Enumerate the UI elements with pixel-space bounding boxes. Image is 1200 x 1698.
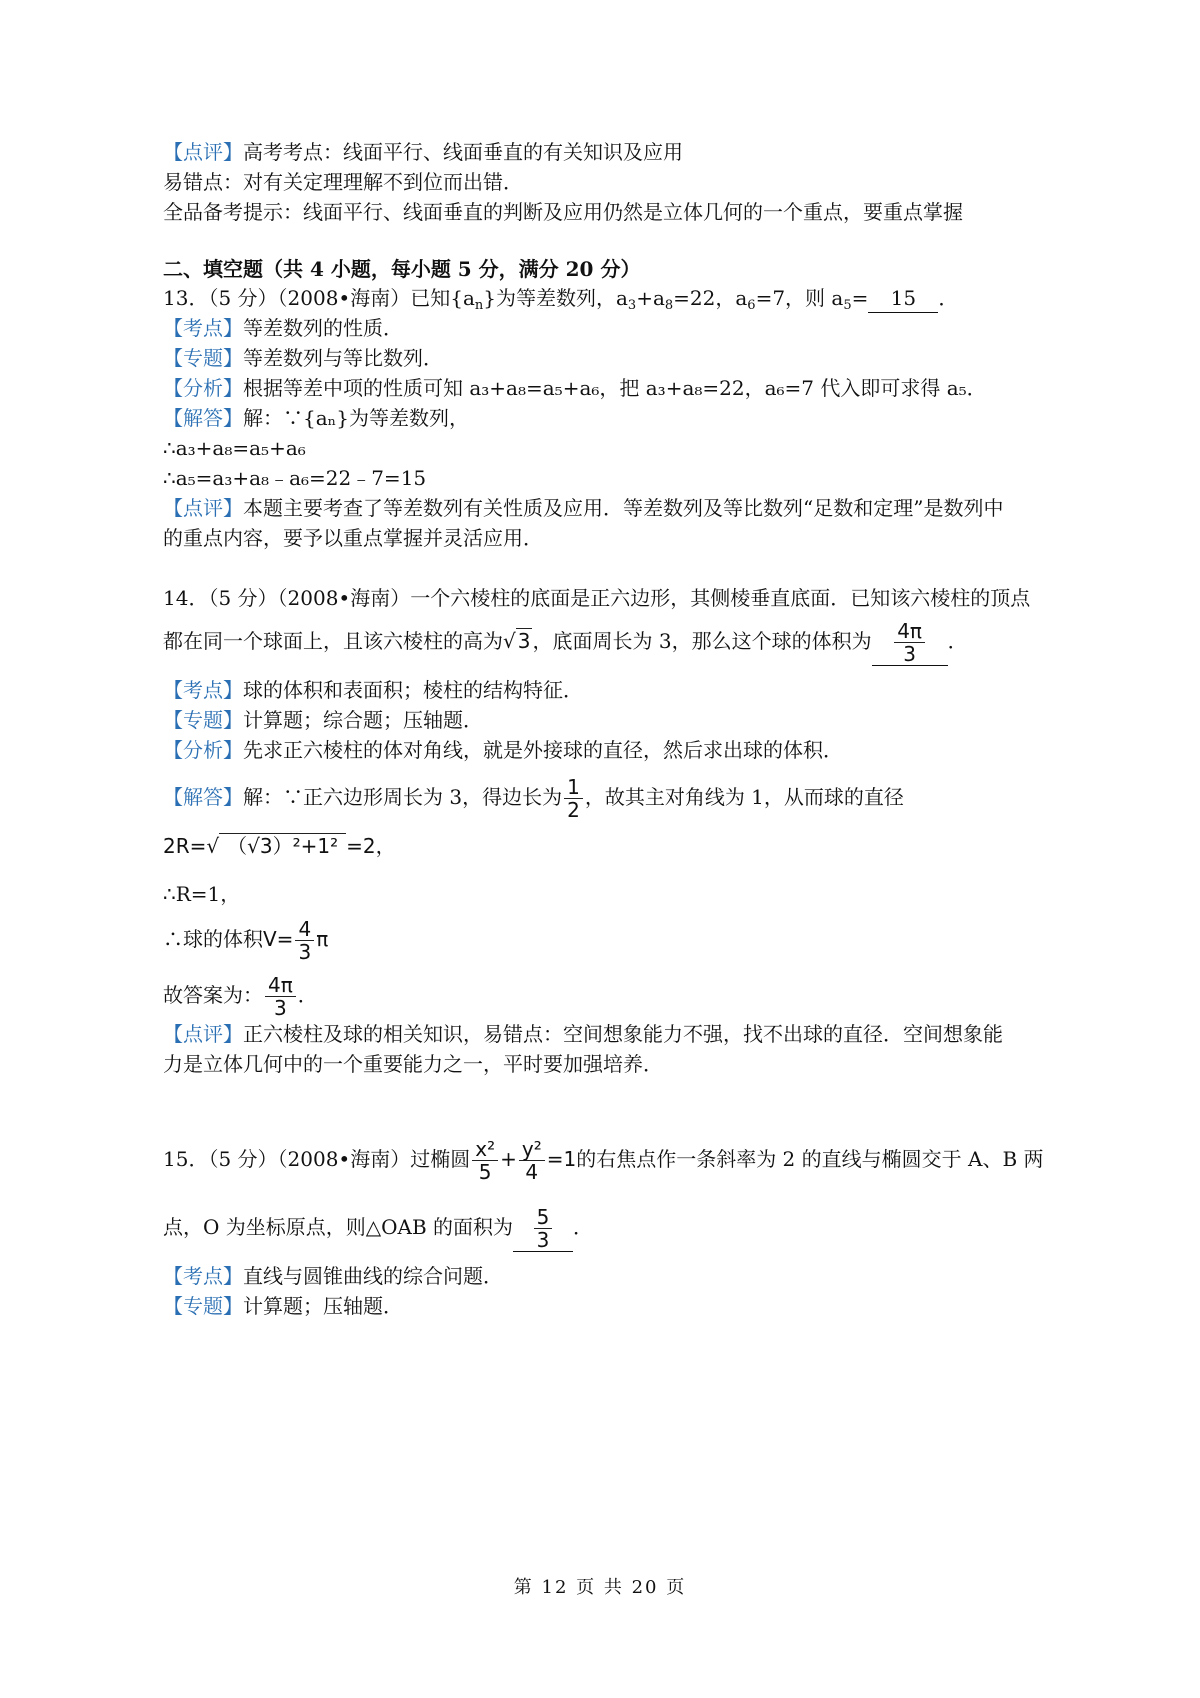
q14-answer-blank: [872, 620, 948, 666]
q14-sqrt-radicand: 3: [517, 629, 531, 653]
q14-volume-fraction: [295, 918, 314, 963]
q14-volume: [163, 918, 328, 963]
q15-end: ．: [573, 1215, 594, 1239]
review-line-2: 易错点：对有关定理理解不到位而出错．: [163, 170, 523, 194]
q15-x2: x²: [472, 1138, 498, 1161]
q14-gudaan-den: 3: [274, 996, 287, 1020]
q14-2r: 2R=: [163, 834, 207, 858]
q14-stem-1: 14．（5 分）（2008•海南）一个六棱柱的底面是正六边形，其侧棱垂直底面．已知该六棱柱的顶点: [163, 586, 1031, 610]
q14-kaodian-tag: 【考点】: [163, 678, 243, 702]
q13-fenxi-text: 根据等差中项的性质可知 a₃+a₈=a₅+a₆，把 a₃+a₈=22，a₆=7 代入即可求得 a₅．: [243, 376, 987, 400]
q13-dianping-tag: 【点评】: [163, 496, 243, 520]
q14-stem-2: [163, 620, 968, 666]
q14-zhuanti-text: 计算题；综合题；压轴题．: [243, 708, 483, 732]
q14-volume-den: 3: [298, 940, 312, 964]
q14-half-fraction: [564, 776, 583, 821]
q14-jieda: [163, 776, 904, 821]
q14-zhuanti-tag: 【专题】: [163, 708, 243, 732]
q13-jieda-text: 解：∵{aₙ}为等差数列，: [243, 406, 470, 430]
q13-eq1: =22，a: [673, 286, 748, 310]
q14-answer-num: 4π: [894, 620, 925, 643]
q15-kaodian: [163, 1262, 503, 1290]
q14-volume-v: V=: [263, 927, 294, 951]
review-text-1: 高考考点：线面平行、线面垂直的有关知识及应用: [243, 140, 683, 164]
q13-dianping-text1: 本题主要考查了等差数列有关性质及应用．等差数列及等比数列“足数和定理”是数列中: [243, 496, 1004, 520]
q14-answer-line: [163, 974, 318, 1019]
q15-y2: y²: [519, 1138, 545, 1161]
q15-stem-a: 15．（5 分）（2008•海南）过椭圆: [163, 1147, 471, 1171]
q14-r1: ∴R=1，: [163, 882, 241, 906]
q13-fenxi-tag: 【分析】: [163, 376, 243, 400]
q14-answer-den: 3: [903, 642, 916, 666]
q14-volume-text: ∴球的体积: [163, 927, 263, 951]
q14-stem-2b: ，底面周长为 3，那么这个球的体积为: [532, 629, 872, 653]
q15-stem-2: [163, 1206, 593, 1252]
q14-jieda-text-a: 解：∵正六边形周长为 3，得边长为: [243, 785, 563, 809]
section-heading: 二、填空题（共 4 小题，每小题 5 分，满分 20 分）: [163, 257, 641, 281]
q14-fenxi-tag: 【分析】: [163, 738, 243, 762]
q13-dianping: [163, 494, 1003, 522]
q15-four: 4: [525, 1160, 539, 1184]
q15-kaodian-tag: 【考点】: [163, 1264, 243, 1288]
review-line-1: [163, 138, 683, 166]
q15-kaodian-text: 直线与圆锥曲线的综合问题．: [243, 1264, 503, 1288]
q14-jieda-tag: 【解答】: [163, 785, 243, 809]
q13-jieda-tag: 【解答】: [163, 406, 243, 430]
q15-answer-num: 5: [534, 1206, 553, 1229]
review-line-3: 全品备考提示：线面平行、线面垂直的判断及应用仍然是立体几何的一个重点，要重点掌握: [163, 200, 963, 224]
q14-diameter-formula: [163, 832, 396, 860]
q13-zhuanti: [163, 344, 443, 372]
q15-zhuanti-tag: 【专题】: [163, 1294, 243, 1318]
q13-dianping-2: 的重点内容，要予以重点掌握并灵活应用．: [163, 526, 543, 550]
q13-eq2: =7，则 a: [755, 286, 844, 310]
q15-stem: [163, 1138, 1044, 1183]
q13-kaodian-tag: 【考点】: [163, 316, 243, 340]
q14-dianping-2: 力是立体几何中的一个重要能力之一，平时要加强培养．: [163, 1052, 663, 1076]
q13-jieda: [163, 404, 469, 432]
q14-jieda-text-b: ，故其主对角线为 1，从而球的直径: [584, 785, 904, 809]
q14-r-result: =2，: [346, 834, 396, 858]
q13-fenxi: [163, 374, 987, 402]
q15-x-fraction: [472, 1138, 498, 1183]
q14-stem-2a: 都在同一个球面上，且该六棱柱的高为: [163, 629, 503, 653]
q13-plus: +a: [636, 286, 665, 310]
q13-end: ．: [938, 286, 959, 310]
q14-gudaan-num: 4π: [265, 974, 296, 997]
q14-fenxi-text: 先求正六棱柱的体对角线，就是外接球的直径，然后求出球的体积．: [243, 738, 843, 762]
q15-zhuanti: [163, 1292, 403, 1320]
q15-line2a: 点，O 为坐标原点，则△OAB 的面积为: [163, 1215, 514, 1239]
q13-sub-n: n: [474, 298, 484, 313]
q14-half-den: 2: [567, 798, 580, 822]
q13-stem-text: 13．（5 分）（2008•海南）已知{a: [163, 286, 475, 310]
q15-answer-den: 3: [536, 1228, 550, 1252]
q15-y-fraction: [519, 1138, 545, 1183]
q14-gudaan: 故答案为：: [163, 983, 263, 1007]
q14-kaodian-text: 球的体积和表面积；棱柱的结构特征．: [243, 678, 583, 702]
q14-zhuanti: [163, 706, 483, 734]
page-footer: 第 12 页 共 20 页: [513, 1577, 687, 1598]
q13-stem-text2: }为等差数列，a: [483, 286, 628, 310]
q14-kaodian: [163, 676, 583, 704]
q15-stem-b: 的右焦点作一条斜率为 2 的直线与椭圆交于 A、B 两: [576, 1147, 1044, 1171]
q13-sub-8: 8: [664, 298, 674, 313]
q15-plus: +: [500, 1147, 517, 1171]
q14-volume-num: 4: [295, 918, 314, 941]
q15-five: 5: [478, 1160, 492, 1184]
q14-big-sqrt-radicand: （√3）²+1²: [219, 833, 346, 858]
q14-fenxi: [163, 736, 843, 764]
q13-sub-5: 5: [843, 298, 852, 313]
q14-dianping-tag: 【点评】: [163, 1022, 243, 1046]
q15-eq1: =1: [546, 1147, 577, 1171]
q13-sub-3: 3: [627, 298, 637, 313]
q13-zhuanti-tag: 【专题】: [163, 346, 243, 370]
q13-answer-blank: [868, 284, 938, 313]
q13-kaodian: [163, 314, 403, 342]
q15-answer-fraction: [534, 1206, 553, 1251]
q14-end: ．: [947, 629, 968, 653]
q14-gudaan-end: ．: [297, 983, 318, 1007]
q13-zhuanti-text: 等差数列与等比数列．: [243, 346, 443, 370]
q13-answer: 15: [890, 286, 917, 310]
q14-gudaan-fraction: [265, 974, 296, 1019]
q14-dianping: [163, 1020, 1003, 1048]
q13-sub-6: 6: [747, 298, 756, 313]
q13-eq3: =: [851, 286, 869, 310]
q14-answer-fraction: [894, 620, 925, 665]
q13-step-2: ∴a₅=a₃+a₈﹣a₆=22﹣7=15: [163, 466, 427, 490]
q13-kaodian-text: 等差数列的性质．: [243, 316, 403, 340]
q14-half-num: 1: [564, 776, 583, 799]
review-tag: 【点评】: [163, 140, 243, 164]
q14-volume-pi: π: [316, 927, 329, 951]
q13-step-1: ∴a₃+a₈=a₅+a₆: [163, 436, 306, 460]
q15-zhuanti-text: 计算题；压轴题．: [243, 1294, 403, 1318]
q14-sqrt: √ 3: [503, 629, 531, 653]
q15-answer-blank: [513, 1206, 573, 1252]
q14-big-sqrt: √ （√3）²+1²: [206, 833, 346, 858]
q14-dianping-text1: 正六棱柱及球的相关知识，易错点：空间想象能力不强，找不出球的直径．空间想象能: [243, 1022, 1003, 1046]
